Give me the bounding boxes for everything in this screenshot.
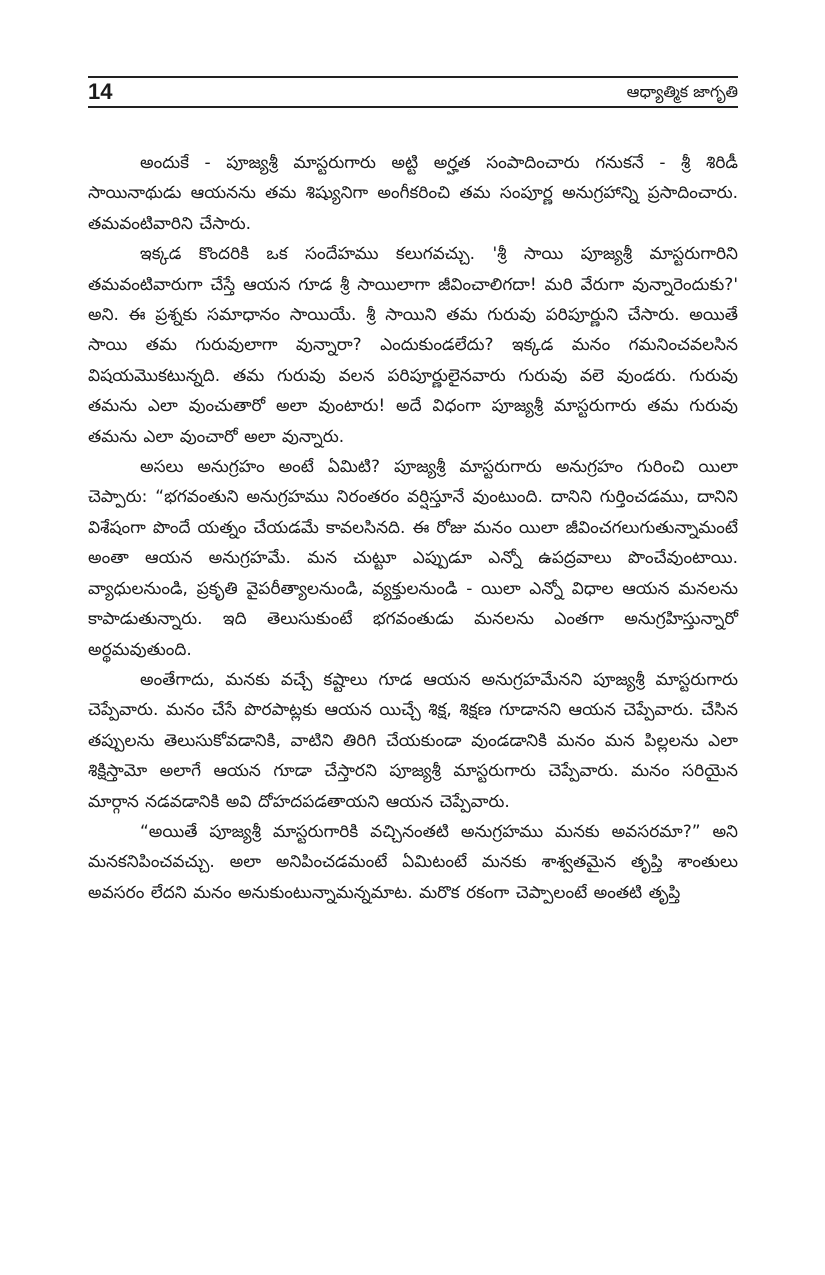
paragraph: అసలు అనుగ్రహం అంటే ఏమిటి? పూజ్యశ్రీ మాస్టరుగారు అనుగ్రహం గురించి యిలా చెప్పారు: “భగవంతుని అనుగ్రహము నిరంతరం వర్షిస్తూనే వుంటుంది. దానిని గుర్తించడము, దానిని విశేషంగా పొందే యత్నం చేయడమే కావలసినది. ఈ రోజు మనం యిలా జీవించగలుగుతున్నామంటే అంతా ఆయన అనుగ్రహమే. మన చుట్టూ ఎప్పుడూ ఎన్నో ఉపద్రవాలు పొంచేవుంటాయి. వ్యాధులనుండి, ప్రకృతి వైపరీత్యాలనుండి, వ్యక్తులనుండి - యిలా ఎన్నో విధాల ఆయన మనలను కాపాడుతున్నారు. ఇది తెలుసుకుంటే భగవంతుడు మనలను ఎంతగా అనుగ్రహిస్తున్నారో అర్థమవుతుంది.	[88, 457, 738, 660]
page-header	[88, 72, 738, 108]
body-text	[88, 148, 738, 908]
paragraph: “అయితే పూజ్యశ్రీ మాస్టరుగారికి వచ్చినంతటి అనుగ్రహము మనకు అవసరమా?” అని మనకనిపించవచ్చు. అలా అనిపించడమంటే ఏమిటంటే మనకు శాశ్వతమైన తృప్తి శాంతులు అవసరం లేదని మనం అనుకుంటున్నామన్నమాట. మరొక రకంగా చెప్పాలంటే అంతటి తృప్తి	[88, 821, 738, 903]
paragraph: అంతేగాదు, మనకు వచ్చే కష్టాలు గూడ ఆయన అనుగ్రహమేనని పూజ్యశ్రీ మాస్టరుగారు చెప్పేవారు. మనం చేసే పొరపాట్లకు ఆయన యిచ్చే శిక్ష, శిక్షణ గూడానని ఆయన చెప్పేవారు. చేసిన తప్పులను తెలుసుకోవడానికి, వాటిని తిరిగి చేయకుండా వుండడానికి మనం మన పిల్లలను ఎలా శిక్షిస్తామో అలాగే ఆయన గూడా చేస్తారని పూజ్యశ్రీ మాస్టరుగారు చెప్పేవారు. మనం సరియైన మార్గాన నడవడానికి అవి దోహదపడతాయని ఆయన చెప్పేవారు.	[88, 669, 738, 812]
header-top-rule	[88, 76, 738, 78]
page-number: 14	[88, 79, 113, 104]
header-bottom-rule	[88, 106, 738, 108]
paragraph: ఇక్కడ కొందరికి ఒక సందేహము కలుగవచ్చు. 'శ్రీ సాయి పూజ్యశ్రీ మాస్టరుగారిని తమవంటివారుగా చేస్తే ఆయన గూడ శ్రీ సాయిలాగా జీవించాలిగదా! మరి వేరుగా వున్నారెందుకు?' అని. ఈ ప్రశ్నకు సమాధానం సాయియే. శ్రీ సాయిని తమ గురువు పరిపూర్ణుని చేసారు. అయితే సాయి తమ గురువులాగా వున్నారా? ఎందుకుండలేదు? ఇక్కడ మనం గమనించవలసిన విషయమొకటున్నది. తమ గురువు వలన పరిపూర్ణులైనవారు గురువు వలె వుండరు. గురువు తమను ఎలా వుంచుతారో అలా వుంటారు! అదే విధంగా పూజ్యశ్రీ మాస్టరుగారు తమ గురువు తమను ఎలా వుంచారో అలా వున్నారు.	[88, 244, 738, 447]
paragraph: అందుకే - పూజ్యశ్రీ మాస్టరుగారు అట్టి అర్హత సంపాదించారు గనుకనే - శ్రీ శిరిడీ సాయినాథుడు ఆయనను తమ శిష్యునిగా అంగీకరించి తమ సంపూర్ణ అనుగ్రహాన్ని ప్రసాదించారు. తమవంటివారిని చేసారు.	[88, 153, 738, 234]
running-title: ఆధ్యాత్మిక జాగృతి	[626, 82, 738, 101]
